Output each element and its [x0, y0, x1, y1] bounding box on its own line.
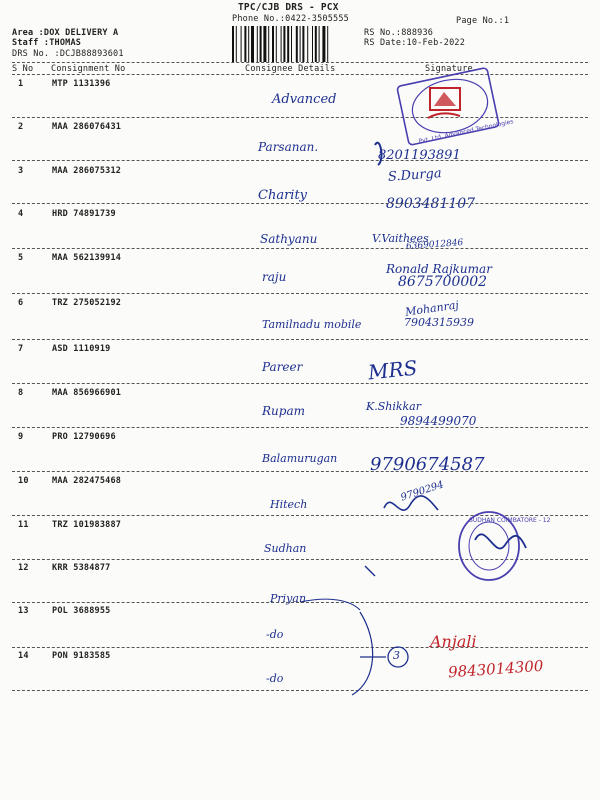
row-signature-phone: 8675700002 — [398, 274, 488, 290]
row-signature: Mohanraj — [404, 298, 460, 319]
col-signature: Signature — [425, 64, 473, 74]
row-consignee: Sudhan — [264, 542, 307, 555]
report-title: TPC/CJB DRS - PCX — [238, 2, 339, 13]
staff-label: Staff :THOMAS — [12, 38, 82, 48]
row-sno: 12 — [18, 563, 29, 573]
row-sno: 3 — [18, 166, 24, 176]
row-signature: S.Durga — [387, 166, 443, 185]
row-consignment: PON 9183585 — [52, 651, 111, 661]
row-consignment: MAA 286075312 — [52, 166, 122, 176]
col-consignment: Consignment No — [51, 64, 126, 74]
row-sno: 10 — [18, 476, 29, 486]
row-consignment: MAA 562139914 — [52, 253, 122, 263]
col-sno: S No — [12, 64, 34, 74]
row-signature: K.Shikkar — [366, 400, 421, 413]
drs-number: DRS No. :DCJB88893601 — [12, 49, 124, 59]
row-signature: V.Vaithees — [372, 232, 429, 245]
row-signature: MRS — [366, 355, 419, 385]
row-consignment: TRZ 101983887 — [52, 520, 122, 530]
row-signature: 8201193891 — [378, 148, 461, 163]
row-consignee: Advanced — [272, 92, 337, 107]
row-signature: 9790674587 — [370, 454, 485, 475]
row-consignment: MAA 282475468 — [52, 476, 122, 486]
row-signature: Anjali — [430, 632, 477, 651]
row-signature: Ronald Rajkumar — [386, 262, 492, 276]
row-consignment: POL 3688955 — [52, 606, 111, 616]
row-consignee: Rupam — [262, 404, 305, 418]
row-sno: 6 — [18, 298, 24, 308]
row-signature-phone: 8903481107 — [386, 196, 476, 212]
row-consignee: -do — [266, 628, 284, 641]
row-consignment: MAA 856966901 — [52, 388, 122, 398]
row-consignee: Hitech — [270, 498, 308, 511]
row-consignment: KRR 5384877 — [52, 563, 111, 573]
row-consignee: Priyan — [270, 592, 307, 605]
row-sno: 2 — [18, 122, 24, 132]
row-sno: 5 — [18, 253, 24, 263]
row-consignee: Charity — [258, 188, 308, 203]
row-sno: 7 — [18, 344, 24, 354]
row-signature-phone: 9894499070 — [400, 414, 477, 428]
stamp-top-text: Pvt. Ltd. Advanced Technologies — [418, 118, 515, 146]
row-consignment: MTP 1131396 — [52, 79, 111, 89]
row-consignment: MAA 286076431 — [52, 122, 122, 132]
row-consignee: -do — [266, 672, 284, 685]
bracket-count: 3 — [393, 649, 400, 662]
row-signature-phone: 6369012846 — [405, 238, 464, 252]
col-consignee: Consignee Details — [245, 64, 336, 74]
row-sno: 8 — [18, 388, 24, 398]
row-consignee: Tamilnadu mobile — [262, 318, 362, 331]
row-sno: 9 — [18, 432, 24, 442]
row-consignee: Sathyanu — [260, 232, 318, 246]
row-consignment: PRO 12790696 — [52, 432, 116, 442]
page-number: Page No.:1 — [456, 16, 510, 26]
row-consignee: Parsanan. — [258, 140, 319, 154]
row-signature-phone: 9843014300 — [447, 656, 544, 682]
row-consignment: HRD 74891739 — [52, 209, 116, 219]
row-consignee: raju — [262, 270, 287, 284]
rs-date: RS Date:10-Feb-2022 — [364, 38, 466, 48]
row-consignee: Pareer — [262, 360, 303, 374]
row-signature-phone: 7904315939 — [404, 316, 474, 329]
area-label: Area :DOX DELIVERY A — [12, 28, 119, 38]
row-signature: 9790294 — [399, 479, 446, 504]
row-sno: 13 — [18, 606, 29, 616]
row-sno: 4 — [18, 209, 24, 219]
row-consignment: ASD 1110919 — [52, 344, 111, 354]
rs-number: RS No.:888936 — [364, 28, 434, 38]
row-sno: 1 — [18, 79, 24, 89]
row-sno: 11 — [18, 520, 29, 530]
round-stamp-text: SUDHAN COIMBATORE - 12 — [469, 517, 551, 524]
row-consignment: TRZ 275052192 — [52, 298, 122, 308]
row-consignee: Balamurugan — [262, 452, 338, 465]
phone-number: Phone No.:0422-3505555 — [232, 14, 349, 24]
row-sno: 14 — [18, 651, 29, 661]
